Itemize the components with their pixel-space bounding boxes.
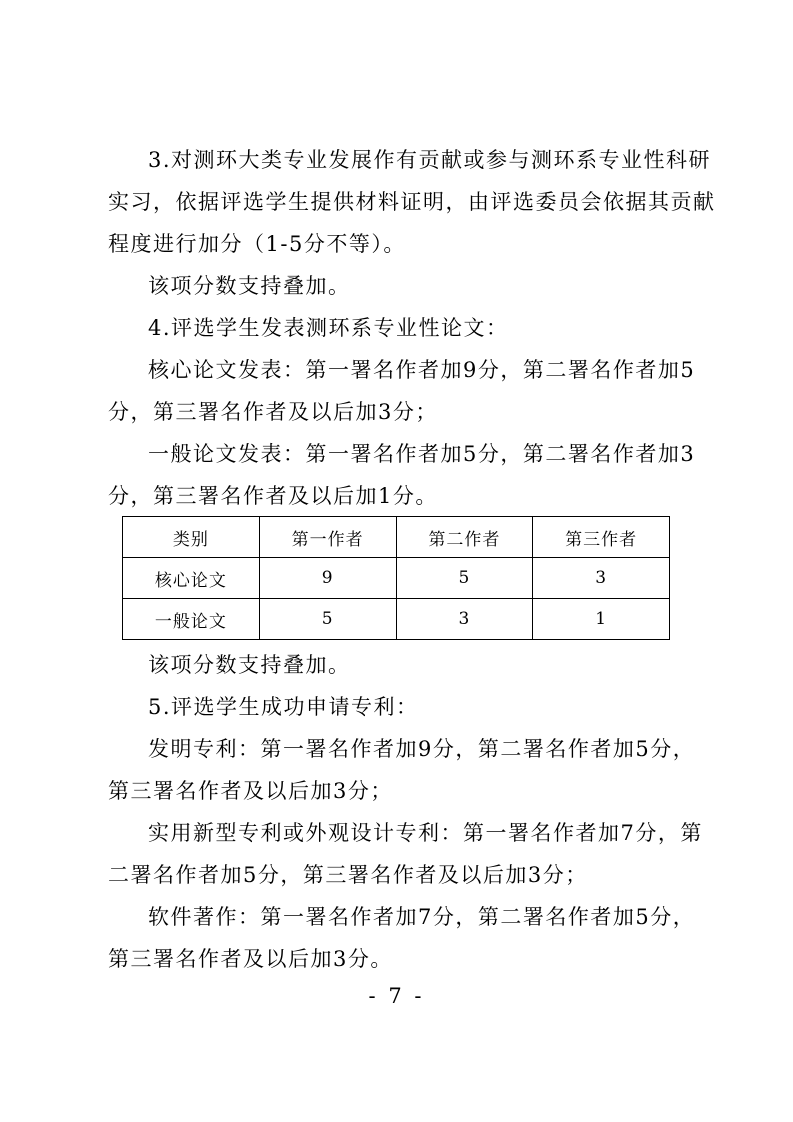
general-paper-line-2: 分，第三署名作者及以后加1分。 [108, 484, 438, 508]
paragraph-3-line-3: 程度进行加分（1-5分不等）。 [108, 232, 406, 256]
stack-note-1: 该项分数支持叠加。 [148, 274, 351, 298]
table-cell: 3 [396, 599, 533, 640]
page-number: - 7 - [368, 984, 425, 1008]
table-header-cell: 第一作者 [259, 517, 396, 558]
software-copyright-line-1: 软件著作：第一署名作者加7分，第二署名作者加5分， [148, 905, 696, 929]
invention-patent-line-1: 发明专利：第一署名作者加9分，第二署名作者加5分， [148, 737, 696, 761]
table-header-cell: 第三作者 [533, 517, 670, 558]
paragraph-3-line-1: 3.对测环大类专业发展作有贡献或参与测环系专业性科研 [148, 148, 712, 172]
utility-patent-line-1: 实用新型专利或外观设计专利：第一署名作者加7分，第 [148, 821, 703, 845]
table-cell: 一般论文 [123, 599, 260, 640]
table-cell: 核心论文 [123, 558, 260, 599]
software-copyright-line-2: 第三署名作者及以后加3分。 [108, 947, 393, 971]
table-cell: 3 [533, 558, 670, 599]
table-cell: 1 [533, 599, 670, 640]
table-header-cell: 第二作者 [396, 517, 533, 558]
invention-patent-line-2: 第三署名作者及以后加3分； [108, 779, 393, 803]
paragraph-4-title: 4.评选学生发表测环系专业性论文： [148, 316, 509, 340]
general-paper-line-1: 一般论文发表：第一署名作者加5分，第二署名作者加3 [148, 442, 696, 466]
table-header-cell: 类别 [123, 517, 260, 558]
table-cell: 9 [259, 558, 396, 599]
table-row [123, 558, 670, 599]
core-paper-line-1: 核心论文发表：第一署名作者加9分，第二署名作者加5 [148, 358, 696, 382]
table-header-row [123, 517, 670, 558]
stack-note-2: 该项分数支持叠加。 [148, 653, 351, 677]
utility-patent-line-2: 二署名作者加5分，第三署名作者及以后加3分； [108, 863, 588, 887]
table-cell: 5 [259, 599, 396, 640]
score-table [122, 516, 670, 640]
core-paper-line-2: 分，第三署名作者及以后加3分； [108, 400, 438, 424]
table-cell: 5 [396, 558, 533, 599]
table-row [123, 599, 670, 640]
paragraph-3-line-2: 实习，依据评选学生提供材料证明，由评选委员会依据其贡献 [108, 190, 716, 214]
paragraph-5-title: 5.评选学生成功申请专利： [148, 695, 419, 719]
